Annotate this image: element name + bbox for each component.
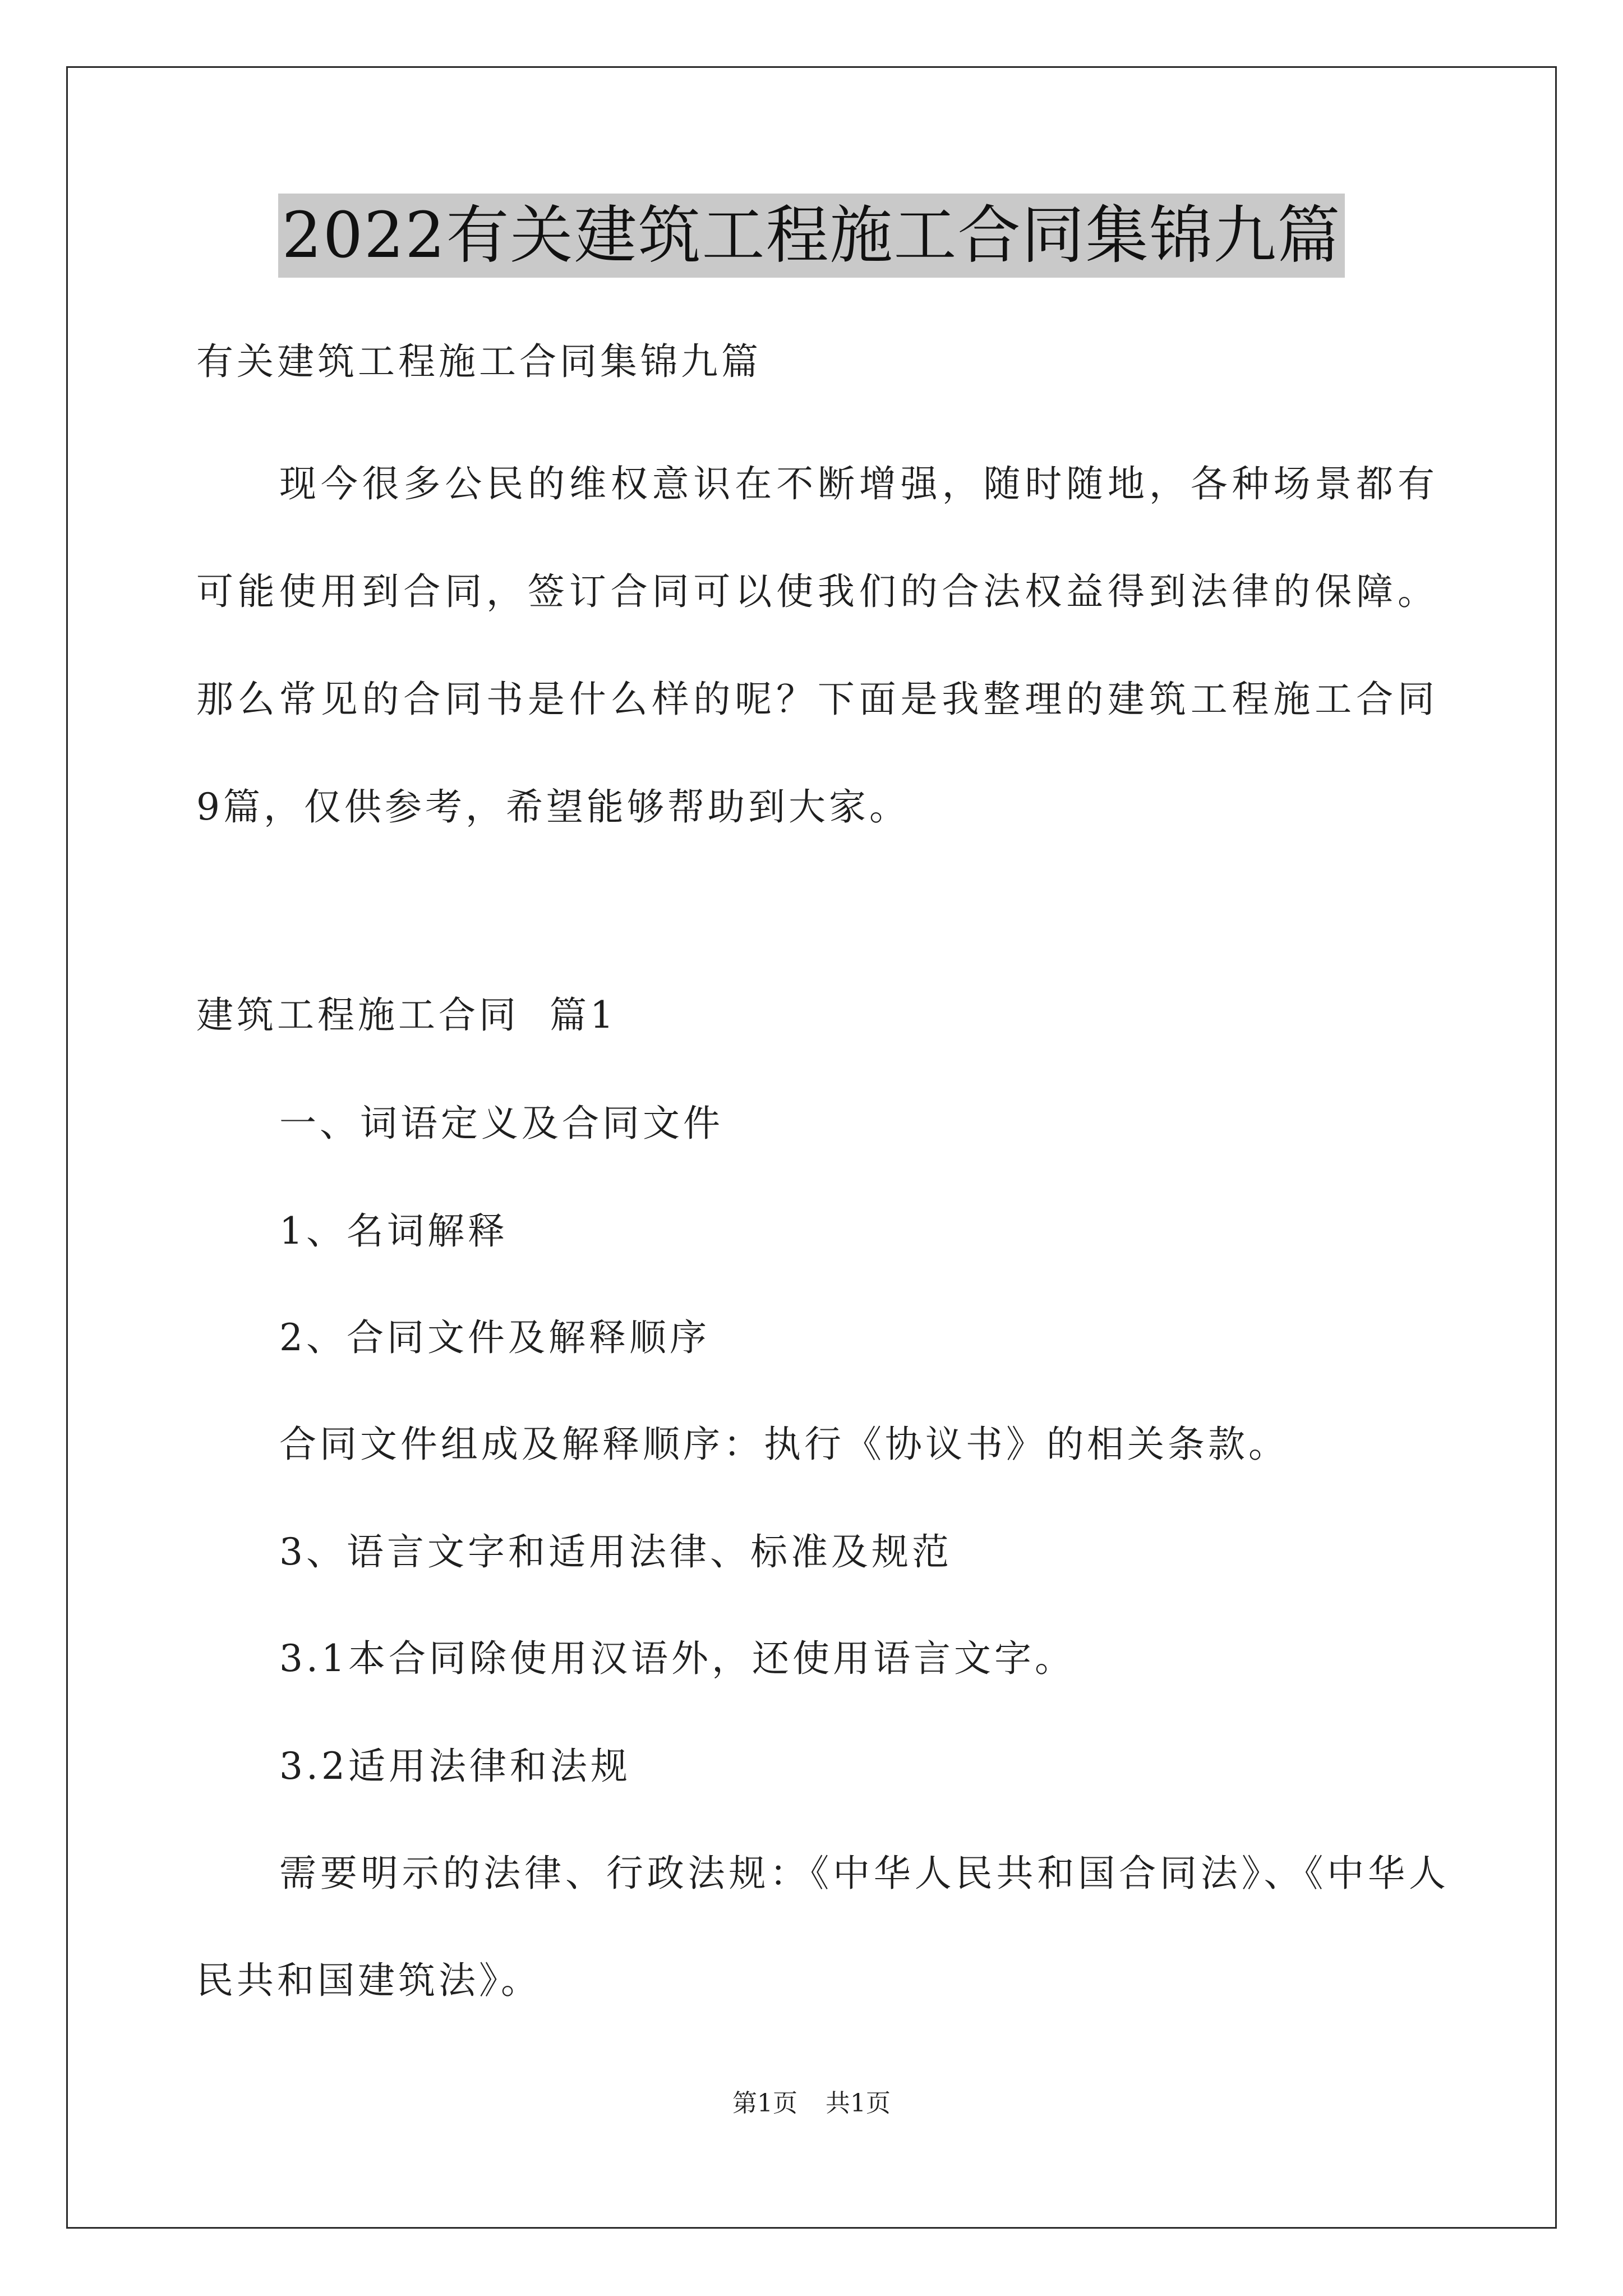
law-line-1: 需要明示的法律、行政法规：《中华人民共和国合同法》、《中华人 bbox=[279, 1852, 1446, 1895]
item-7: 3.2适用法律和法规 bbox=[279, 1745, 631, 1788]
item-6: 3.1本合同除使用汉语外，还使用语言文字。 bbox=[279, 1637, 1075, 1680]
item-2: 1、名词解释 bbox=[279, 1209, 508, 1253]
item-4: 合同文件组成及解释顺序：执行《协议书》的相关条款。 bbox=[279, 1423, 1289, 1466]
item-3: 2、合同文件及解释顺序 bbox=[279, 1316, 710, 1359]
item-5: 3、语言文字和适用法律、标准及规范 bbox=[279, 1530, 952, 1573]
page-footer bbox=[0, 2087, 1623, 2120]
document-subtitle: 有关建筑工程施工合同集锦九篇 bbox=[196, 340, 762, 383]
intro-line-4: 9篇，仅供参考，希望能够帮助到大家。 bbox=[196, 785, 910, 829]
law-line-2: 民共和国建筑法》。 bbox=[196, 1959, 541, 2002]
intro-line-1: 现今很多公民的维权意识在不断增强，随时随地，各种场景都有 bbox=[279, 462, 1435, 505]
page-number-total: 共1页 bbox=[826, 2089, 891, 2118]
page-number-current: 第1页 bbox=[732, 2089, 797, 2118]
intro-line-3: 那么常见的合同书是什么样的呢？下面是我整理的建筑工程施工合同 bbox=[196, 678, 1435, 721]
intro-line-2: 可能使用到合同，签订合同可以使我们的合法权益得到法律的保障。 bbox=[196, 570, 1435, 613]
section-heading: 建筑工程施工合同 篇1 bbox=[196, 993, 617, 1037]
item-1: 一、词语定义及合同文件 bbox=[279, 1102, 723, 1145]
document-title: 2022有关建筑工程施工合同集锦九篇 bbox=[278, 194, 1344, 278]
title-container bbox=[0, 194, 1623, 278]
